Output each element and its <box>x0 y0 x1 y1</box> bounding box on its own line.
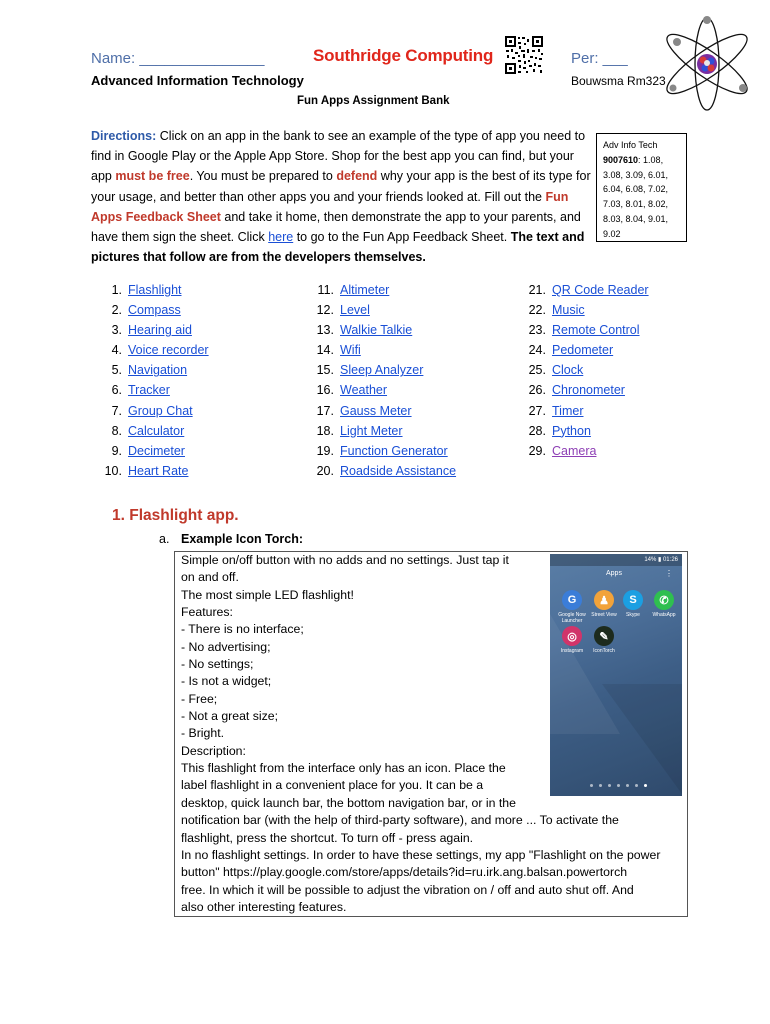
app-list-number: 1. <box>111 283 122 297</box>
app-link-chronometer[interactable]: Chronometer <box>552 383 625 398</box>
app-list-number: 22. <box>528 303 546 318</box>
app-link-navigation[interactable]: Navigation <box>128 363 188 378</box>
app-list-number: 6. <box>111 383 122 398</box>
app-link-wifi[interactable]: Wifi <box>340 343 361 358</box>
app-link-altimeter[interactable]: Altimeter <box>340 283 390 297</box>
app-link-walkie-talkie[interactable]: Walkie Talkie <box>340 323 413 338</box>
app-list-item <box>104 360 209 380</box>
section-flashlight-heading: 1. Flashlight app. <box>112 507 239 524</box>
example-text-line: Description: <box>181 743 246 758</box>
standards-numbers: : 1.08, 3.08, 3.09, 6.01, 6.04, 6.08, 7.02, 7.03, 8.01, 8.02, 8.03, 8.04, 9.01, 9.02 <box>603 154 669 239</box>
example-text-line: This flashlight from the interface only has an icon. Place the <box>181 761 506 776</box>
app-link-sleep-analyzer[interactable]: Sleep Analyzer <box>340 363 424 378</box>
developers-note: The text and pictures that follow are from the developers themselves. <box>91 230 585 265</box>
app-list-number: 25. <box>528 363 546 378</box>
app-list-number: 26. <box>528 383 546 398</box>
app-link-flashlight[interactable]: Flashlight <box>128 283 182 297</box>
app-list-number: 13. <box>316 323 334 338</box>
app-list-item <box>316 280 456 300</box>
example-text-line: desktop, quick launch bar, the bottom navigation bar, or in the <box>181 795 516 810</box>
app-list-number: 23. <box>528 323 546 338</box>
assignment-title: Fun Apps Assignment Bank <box>297 95 450 107</box>
street-view-icon[interactable]: ♟ <box>594 590 614 610</box>
app-list-number: 18. <box>316 423 334 438</box>
example-text-line: on and off. <box>181 570 239 585</box>
name-field-label: Name: _______________ <box>91 50 265 67</box>
app-list-item <box>316 340 456 360</box>
phone-app-label: WhatsApp <box>652 612 676 618</box>
example-text-line: - Is not a widget; <box>181 674 272 689</box>
example-text-line: Features: <box>181 605 233 620</box>
example-text-line: button" https://play.google.com/store/apps/details?id=ru.irk.ang.balsan.powertorch <box>181 865 628 880</box>
app-list-item <box>528 340 649 360</box>
google-icon[interactable]: G <box>562 590 582 610</box>
app-list-number: 27. <box>528 403 546 418</box>
app-link-roadside-assistance[interactable]: Roadside Assistance <box>340 463 457 478</box>
app-list-number: 29. <box>528 443 546 458</box>
app-list-item <box>528 421 649 441</box>
example-text-line: - Free; <box>181 691 218 706</box>
app-list-item <box>316 300 456 320</box>
directions-text-1: Click on an app in the bank to see an example of the type of app you need to find in Google Play or the Apple App Store. Shop for the best app you can find, but your app <box>91 129 586 184</box>
app-list-number: 16. <box>316 383 334 398</box>
app-list-item <box>528 441 649 461</box>
app-link-level[interactable]: Level <box>340 303 370 318</box>
whatsapp-icon[interactable]: ✆ <box>654 590 674 610</box>
example-label: Example Icon Torch: <box>181 532 304 546</box>
app-list-number: 2. <box>111 303 122 318</box>
app-list-item <box>316 461 456 481</box>
phone-status-bar: 14% ▮ 01:26 <box>550 554 682 566</box>
app-list-number: 3. <box>111 323 122 338</box>
app-list-item <box>104 280 209 300</box>
feedback-sheet-emphasis: Fun Apps Feedback Sheet <box>91 189 569 224</box>
app-list-item <box>316 441 456 461</box>
phone-app-label: Google Now Launcher <box>558 612 586 624</box>
app-list-number: 7. <box>111 403 122 418</box>
app-list-number: 20. <box>316 463 334 478</box>
example-text-line: Simple on/off button with no adds and no settings. Just tap it <box>181 553 509 567</box>
app-list-number: 4. <box>111 343 122 358</box>
app-link-function-generator[interactable]: Function Generator <box>340 443 448 458</box>
phone-app-label: Skype <box>626 612 640 618</box>
app-list-item <box>104 421 209 441</box>
app-list-item <box>104 340 209 360</box>
app-list-item <box>316 320 456 340</box>
app-list-item <box>528 280 649 300</box>
app-list-number: 19. <box>316 443 334 458</box>
must-be-free-emphasis: must be free <box>115 169 190 184</box>
example-text-line: The most simple LED flashlight! <box>181 587 354 602</box>
app-link-python[interactable]: Python <box>552 423 591 438</box>
app-list-number: 10. <box>104 463 122 478</box>
course-title: Advanced Information Technology <box>91 73 304 88</box>
example-text-line: label flashlight in a convenient place for you. It can be a <box>181 778 484 793</box>
app-list-item <box>316 360 456 380</box>
app-link-hearing-aid[interactable]: Hearing aid <box>128 323 192 338</box>
app-link-light-meter[interactable]: Light Meter <box>340 423 403 438</box>
standards-list <box>603 153 680 242</box>
app-list-number: 17. <box>316 403 334 418</box>
app-list-number: 14. <box>316 343 334 358</box>
example-text-line: flashlight, press the shortcut. To turn off - press again. <box>181 830 474 845</box>
app-link-voice-recorder[interactable]: Voice recorder <box>128 343 209 358</box>
app-list-item <box>528 360 649 380</box>
app-link-camera[interactable]: Camera <box>552 443 597 458</box>
app-link-timer[interactable]: Timer <box>552 403 584 418</box>
example-text-line: - No advertising; <box>181 639 271 654</box>
example-text-line: - There is no interface; <box>181 622 304 637</box>
app-link-pedometer[interactable]: Pedometer <box>552 343 614 358</box>
app-link-decimeter[interactable]: Decimeter <box>128 443 185 458</box>
app-list-item <box>528 320 649 340</box>
example-text-line: - Bright. <box>181 726 225 741</box>
atom-logo-icon <box>655 14 759 114</box>
app-link-weather[interactable]: Weather <box>340 383 388 398</box>
app-list-number: 15. <box>316 363 334 378</box>
app-link-remote-control[interactable]: Remote Control <box>552 323 640 338</box>
app-list-column-1 <box>104 280 209 481</box>
room-label: Bouwsma Rm323 <box>571 74 666 88</box>
directions-text-5: to go to the Fun App Feedback Sheet. <box>293 230 511 245</box>
directions-paragraph <box>91 126 591 267</box>
app-link-tracker[interactable]: Tracker <box>128 383 170 398</box>
directions-text-3: why your app is the best of its type for your usage, and better than other apps you and your friends looked at. Fill out the <box>91 169 591 204</box>
directions-label: Directions: <box>91 129 157 143</box>
example-text-line: In no flashlight settings. In order to have these settings, my app "Flashlight on the power <box>181 847 661 862</box>
app-list-number: 12. <box>316 303 334 318</box>
standards-code: 9007610 <box>603 154 639 165</box>
app-link-qr-code-reader[interactable]: QR Code Reader <box>552 283 649 297</box>
qr-code-icon <box>504 35 544 75</box>
directions-text-4: and take it home, then demonstrate the app to your parents, and have them sign the sheet. Click <box>91 209 581 245</box>
app-list-item <box>104 380 209 400</box>
example-text-line: notification bar (with the help of third-party software), and more ... To activate the <box>181 813 619 828</box>
standards-box <box>596 133 687 242</box>
app-list-number: 5. <box>111 363 122 378</box>
phone-screenshot <box>550 554 682 796</box>
example-marker: a. <box>159 532 170 546</box>
example-text-line: also other interesting features. <box>181 899 347 914</box>
app-list-item <box>104 300 209 320</box>
example-heading <box>159 532 303 546</box>
app-list-number: 11. <box>317 283 334 297</box>
app-link-music[interactable]: Music <box>552 303 585 318</box>
phone-apps-title: Apps <box>606 570 622 577</box>
app-link-heart-rate[interactable]: Heart Rate <box>128 463 189 478</box>
app-list-column-2 <box>316 280 456 481</box>
app-list-item <box>316 401 456 421</box>
app-list-item <box>104 320 209 340</box>
app-list-item <box>104 401 209 421</box>
app-list-number: 8. <box>111 423 122 438</box>
app-link-gauss-meter[interactable]: Gauss Meter <box>340 403 412 418</box>
app-list-item <box>104 441 209 461</box>
app-link-calculator[interactable]: Calculator <box>128 423 185 438</box>
app-link-clock[interactable]: Clock <box>552 363 584 378</box>
app-list-column-3 <box>528 280 649 461</box>
app-link-group-chat[interactable]: Group Chat <box>128 403 193 418</box>
directions-text-2: . You must be prepared to <box>189 169 337 184</box>
app-list-item <box>528 300 649 320</box>
phone-app-label: IconTorch <box>593 648 615 654</box>
app-list-item <box>316 421 456 441</box>
more-menu-icon: ⋮ <box>665 569 673 578</box>
defend-emphasis: defend <box>336 169 378 184</box>
instagram-icon[interactable]: ◎ <box>562 626 582 646</box>
standards-title: Adv Info Tech <box>603 140 658 150</box>
app-list-number: 24. <box>528 343 546 358</box>
skype-icon[interactable]: S <box>623 590 643 610</box>
example-text-line: - No settings; <box>181 657 254 672</box>
phone-app-label: Street View <box>591 612 617 618</box>
page-indicator <box>590 784 647 787</box>
app-list-number: 21. <box>528 283 546 297</box>
torch-icon[interactable]: ✎ <box>594 626 614 646</box>
feedback-sheet-link[interactable]: here <box>268 230 294 245</box>
example-text-line: - Not a great size; <box>181 709 279 724</box>
app-list-number: 28. <box>528 423 546 438</box>
phone-app-label: Instagram <box>560 648 584 654</box>
example-text-line: free. In which it will be possible to adjust the vibration on / off and auto shut off. And <box>181 882 634 897</box>
app-list-item <box>316 380 456 400</box>
app-list-number: 9. <box>111 443 122 458</box>
app-list-item <box>528 401 649 421</box>
app-link-compass[interactable]: Compass <box>128 303 181 318</box>
period-field-label: Per: ___ <box>571 50 628 67</box>
app-list-item <box>528 380 649 400</box>
school-title: Southridge Computing <box>313 46 494 65</box>
app-list-item <box>104 461 209 481</box>
